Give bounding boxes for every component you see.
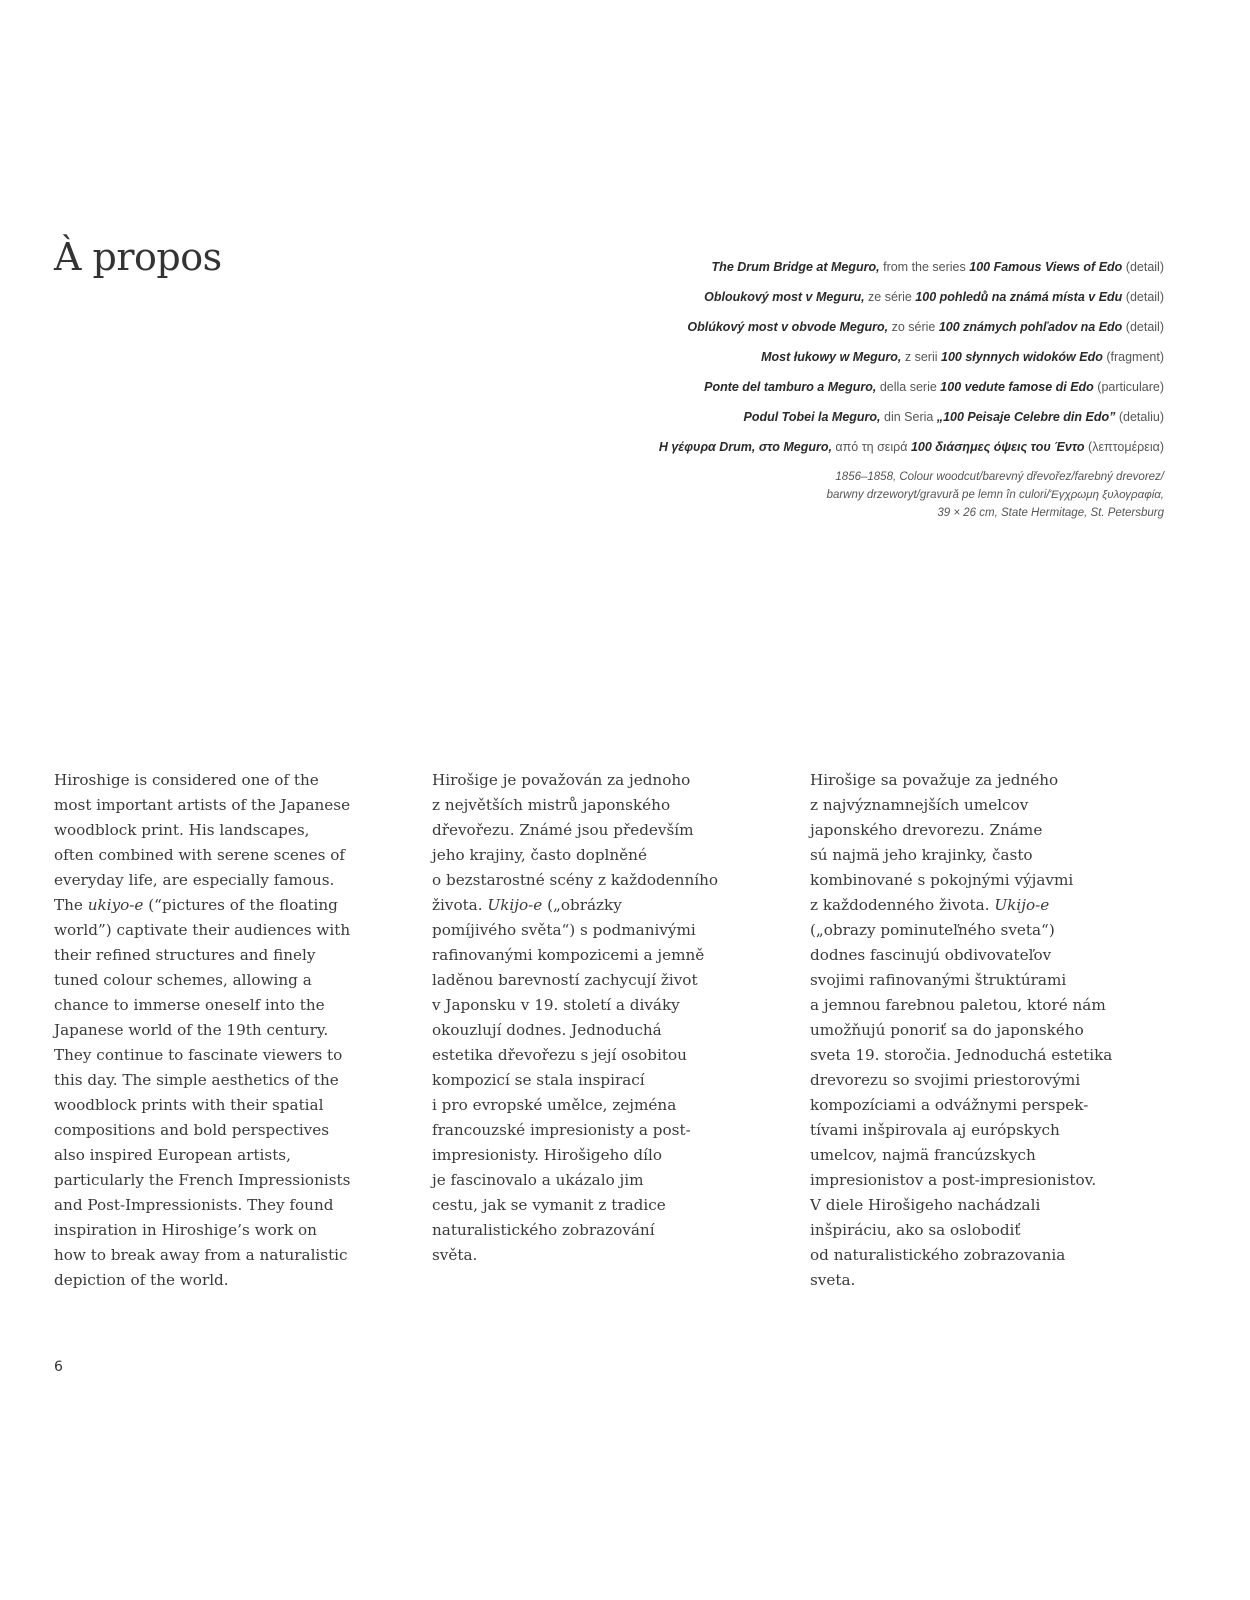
text-line: inspiration in Hiroshige’s work on [54,1221,317,1239]
caption-line [444,342,1164,372]
text-line: z najvýznamnejších umelcov [810,796,1029,814]
caption-artwork-title: Podul Tobei la Meguro, [743,410,881,424]
caption-line [444,282,1164,312]
caption-suffix: (detail) [1122,260,1164,274]
text-line: V diele Hirošigeho nachádzali [810,1196,1041,1214]
text-line: Hirošige je považován za jednoho [432,771,691,789]
text-line: tuned colour schemes, allowing a [54,971,312,989]
text-line: francouzské impresionisty a post- [432,1121,691,1139]
text-line: a jemnou farebnou paletou, ktoré nám [810,996,1106,1014]
caption-connector: din Seria [880,410,937,424]
text-line: okouzlují dodnes. Jednoduchá [432,1021,662,1039]
text-line: pomíjivého světa“) s podmanivými [432,921,696,939]
caption-suffix: (detail) [1122,290,1164,304]
caption-connector: ze série [864,290,916,304]
text-line: sveta. [810,1271,856,1289]
text-line: japonského drevorezu. Známe [810,821,1043,839]
text-line: inšpiráciu, ako sa oslobodiť [810,1221,1021,1239]
caption-connector: zo série [888,320,939,334]
text-line: how to break away from a naturalistic [54,1246,348,1264]
caption-series-title: 100 pohledů na známá místa v Edu [915,290,1123,304]
page-title: À propos [54,235,222,279]
text-line: sveta 19. storočia. Jednoduchá estetika [810,1046,1113,1064]
caption-suffix: (fragment) [1102,350,1164,364]
text-line: particularly the French Impressionists [54,1171,351,1189]
text-line: rafinovanými kompozicemi a jemně [432,946,705,964]
caption-artwork-title: Ponte del tamburo a Meguro, [704,380,877,394]
text-line: i pro evropské umělce, zejména [432,1096,677,1114]
text-line: woodblock prints with their spatial [54,1096,324,1114]
text-line: drevorezu so svojimi priestorovými [810,1071,1081,1089]
text-line: kompozicí se stala inspirací [432,1071,645,1089]
body-text-czech [432,768,774,1268]
text-line: naturalistického zobrazování [432,1221,655,1239]
caption-series-title: „100 Peisaje Celebre din Edo” [936,410,1116,424]
caption-artwork-title: Η γέφυρα Drum, στο Meguro, [658,440,832,454]
caption-series-title: 100 słynnych widoków Edo [941,350,1103,364]
text-segment: („obrázky [542,896,622,914]
italic-term: Ukijo-e [487,896,543,914]
caption-line [444,372,1164,402]
caption-detail-line: 1856–1858, Colour woodcut/barevný dřevořez/farebný drevorez/ [835,471,1164,483]
text-line: compositions and bold perspectives [54,1121,330,1139]
caption-artwork-title: Most łukowy w Meguro, [761,350,902,364]
text-line: also inspired European artists, [54,1146,291,1164]
page-number: 6 [54,1359,63,1375]
text-line: kompozíciami a odvážnymi perspek- [810,1096,1089,1114]
text-line: this day. The simple aesthetics of the [54,1071,339,1089]
caption-artwork-title: The Drum Bridge at Meguro, [711,260,880,274]
caption-line [444,312,1164,342]
text-line [432,893,774,918]
text-line: („obrazy pominuteľného sveta“) [810,921,1055,939]
caption-connector: della serie [876,380,941,394]
text-line: Japanese world of the 19th century. [54,1021,329,1039]
text-line: world”) captivate their audiences with [54,921,351,939]
text-line: tívami inšpirovala aj európskych [810,1121,1060,1139]
italic-term: ukiyo-e [87,896,144,914]
body-text-english [54,768,396,1293]
text-line: od naturalistického zobrazovania [810,1246,1066,1264]
text-line: most important artists of the Japanese [54,796,351,814]
text-line: umožňujú ponoriť sa do japonského [810,1021,1084,1039]
text-line: kombinované s pokojnými výjavmi [810,871,1074,889]
caption-detail-line: 39 × 26 cm, State Hermitage, St. Petersburg [937,507,1164,519]
caption-line [444,252,1164,282]
text-segment: (“pictures of the floating [143,896,338,914]
text-line [810,893,1152,918]
caption-detail-line: barwny drzeworyt/gravură pe lemn în culori/Έγχρωμη ξυλογραφία, [826,489,1164,501]
text-line: umelcov, najmä francúzskych [810,1146,1036,1164]
caption-connector: από τη σειρά [831,440,911,454]
caption-suffix: (λεπτομέρεια) [1084,440,1164,454]
caption-artwork-title: Oblúkový most v obvode Meguro, [687,320,889,334]
text-line [54,893,396,918]
caption-series-title: 100 Famous Views of Edo [969,260,1123,274]
italic-term: Ukijo-e [994,896,1050,914]
caption-connector: from the series [879,260,970,274]
text-line: laděnou barevností zachycují život [432,971,698,989]
text-line: They continue to fascinate viewers to [54,1046,343,1064]
text-line: jeho krajiny, často doplněné [432,846,647,864]
text-line: Hirošige sa považuje za jedného [810,771,1059,789]
text-line: z největších mistrů japonského [432,796,671,814]
text-line: o bezstarostné scény z každodenního [432,871,719,889]
caption-title-lines [444,252,1164,462]
text-line: chance to immerse oneself into the [54,996,325,1014]
text-segment: z každodenného života. [810,896,995,914]
text-line: everyday life, are especially famous. [54,871,335,889]
caption-suffix: (detail) [1122,320,1164,334]
text-line: sú najmä jeho krajinky, často [810,846,1033,864]
caption-details [444,468,1164,522]
text-line: cestu, jak se vymanit z tradice [432,1196,666,1214]
text-line: woodblock print. His landscapes, [54,821,310,839]
text-line: impresionisty. Hirošigeho dílo [432,1146,662,1164]
text-line: Hiroshige is considered one of the [54,771,319,789]
artwork-caption [444,252,1164,522]
text-line: světa. [432,1246,478,1264]
caption-series-title: 100 vedute famose di Edo [940,380,1094,394]
caption-suffix: (particulare) [1093,380,1164,394]
text-line: often combined with serene scenes of [54,846,346,864]
caption-series-title: 100 διάσημες όψεις του Έντο [910,440,1085,454]
text-line: v Japonsku v 19. století a diváky [432,996,680,1014]
text-line: estetika dřevořezu s její osobitou [432,1046,687,1064]
text-line: depiction of the world. [54,1271,229,1289]
text-segment: života. [432,896,488,914]
caption-series-title: 100 známych pohľadov na Edo [938,320,1123,334]
text-line: impresionistov a post-impresionistov. [810,1171,1097,1189]
text-line: and Post-Impressionists. They found [54,1196,334,1214]
body-text-slovak [810,768,1152,1293]
caption-artwork-title: Obloukový most v Meguru, [704,290,865,304]
text-line: je fascinovalo a ukázalo jim [432,1171,644,1189]
caption-suffix: (detaliu) [1115,410,1164,424]
text-segment: The [54,896,88,914]
caption-line [444,402,1164,432]
text-line: svojimi rafinovanými štruktúrami [810,971,1067,989]
text-line: dřevořezu. Známé jsou především [432,821,694,839]
caption-connector: z serii [901,350,941,364]
caption-line [444,432,1164,462]
text-line: dodnes fascinujú obdivovateľov [810,946,1052,964]
text-line: their refined structures and finely [54,946,316,964]
